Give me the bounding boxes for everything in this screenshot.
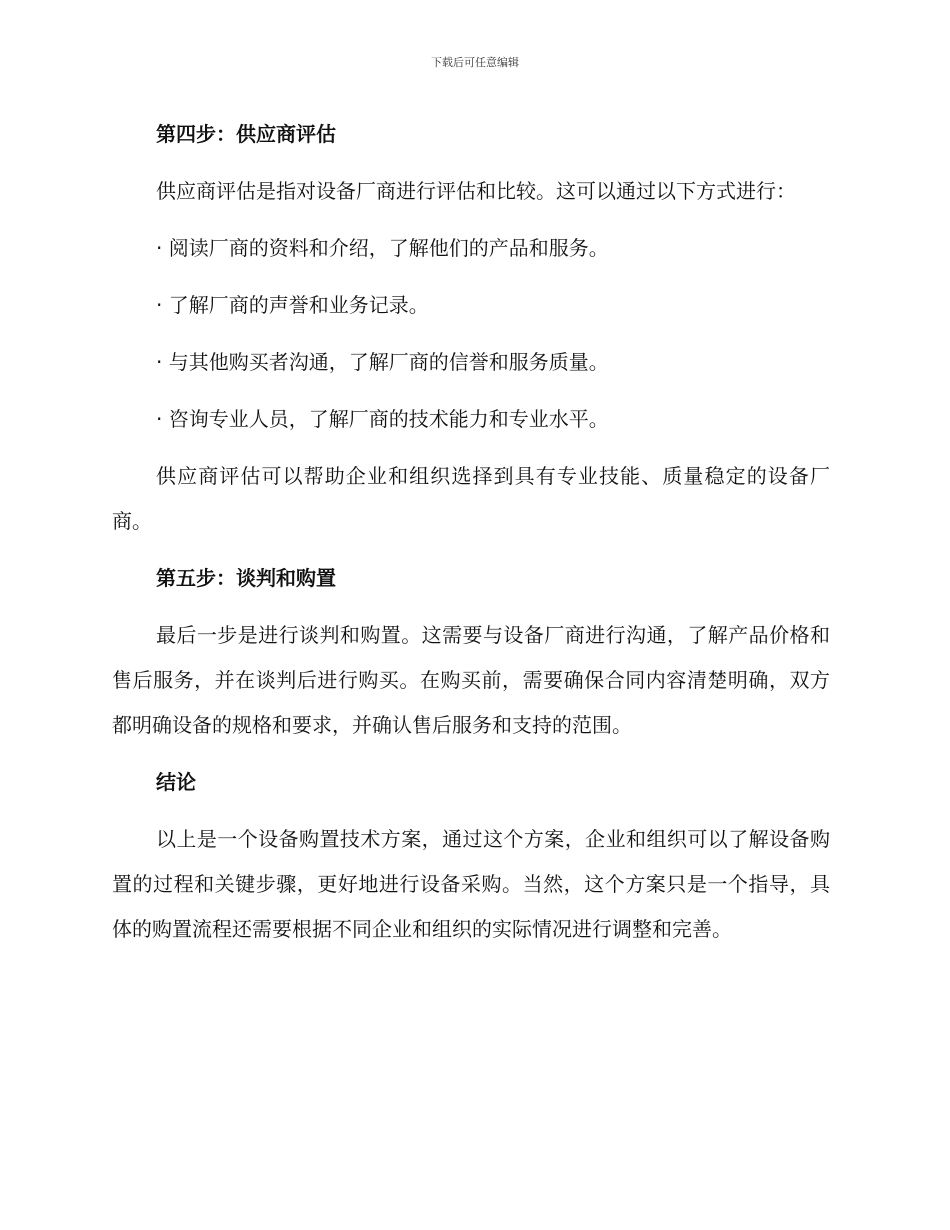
document-body: [112, 112, 830, 964]
list-item: · 咨询专业人员，了解厂商的技术能力和专业水平。: [156, 407, 609, 431]
supplier-evaluation-list: [112, 226, 830, 442]
paragraph-conclusion-body: 以上是一个设备购置技术方案，通过这个方案，企业和组织可以了解设备购置的过程和关键步骤，更好地进行设备采购。当然，这个方案只是一个指导，具体的购置流程还需要根据不同企业和组织的实际情况进行调整和完善。: [112, 827, 830, 941]
section-heading-step4: 第四步：供应商评估: [156, 122, 336, 146]
section-heading-conclusion: 结论: [156, 770, 196, 794]
paragraph-step4-intro: 供应商评估是指对设备厂商进行评估和比较。这可以通过以下方式进行：: [156, 179, 796, 203]
list-item: · 与其他购买者沟通，了解厂商的信誉和服务质量。: [156, 350, 609, 374]
list-item: · 了解厂商的声誉和业务记录。: [156, 293, 429, 317]
list-item: · 阅读厂商的资料和介绍，了解他们的产品和服务。: [156, 236, 609, 260]
page-header: 下载后可任意编辑: [431, 56, 519, 69]
section-heading-step5: 第五步：谈判和购置: [156, 566, 336, 590]
paragraph-step4-summary: 供应商评估可以帮助企业和组织选择到具有专业技能、质量稳定的设备厂商。: [112, 464, 830, 533]
paragraph-step5-body: 最后一步是进行谈判和购置。这需要与设备厂商进行沟通，了解产品价格和售后服务，并在谈判后进行购买。在购买前，需要确保合同内容清楚明确，双方都明确设备的规格和要求，并确认售后服务和支持的范围。: [112, 623, 830, 737]
